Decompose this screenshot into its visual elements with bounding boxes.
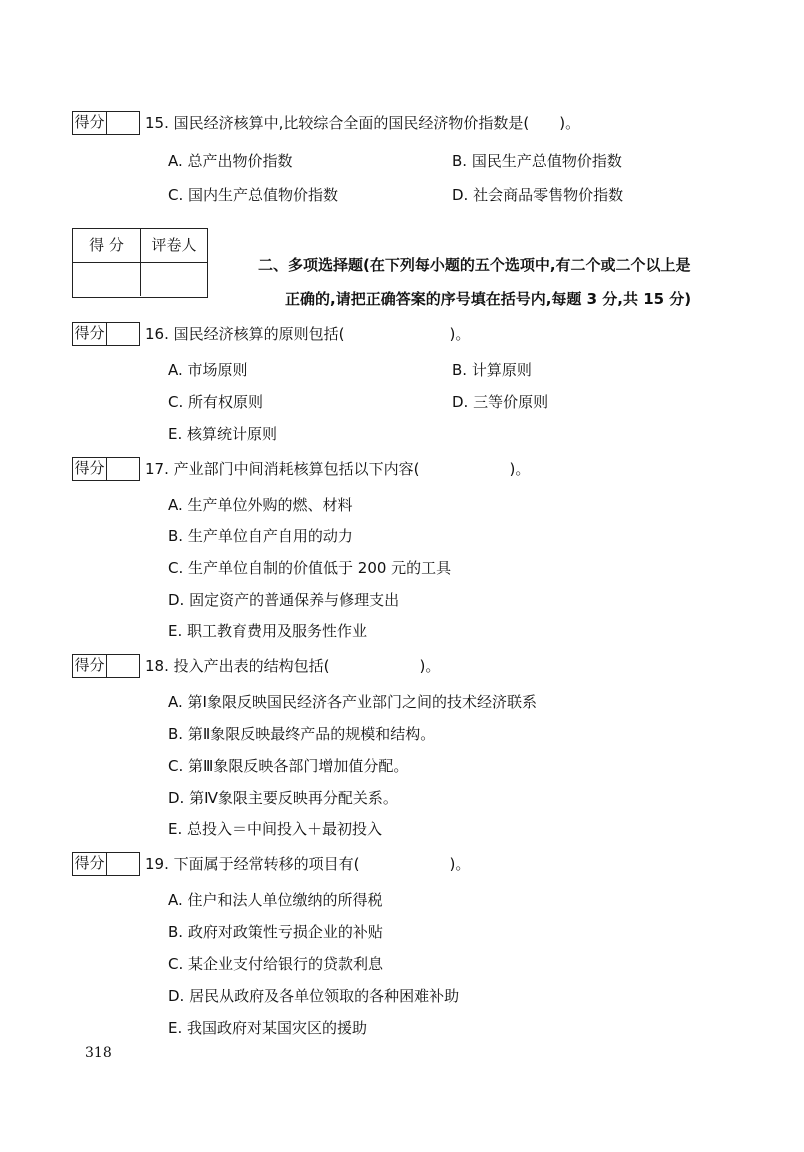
q18-option-a: A. 第Ⅰ象限反映国民经济各产业部门之间的技术经济联系 [168,693,537,711]
q19-option-c: C. 某企业支付给银行的贷款利息 [168,955,384,973]
question-19-stem: 19. 下面属于经常转移的项目有( )。 [145,855,471,873]
score-blank [107,112,139,134]
question-17-stem: 17. 产业部门中间消耗核算包括以下内容( )。 [145,460,531,478]
score-label: 得分 [73,458,107,480]
q17-option-d: D. 固定资产的普通保养与修理支出 [168,591,400,609]
q19-option-d: D. 居民从政府及各单位领取的各种困难补助 [168,987,460,1005]
question-16-stem: 16. 国民经济核算的原则包括( )。 [145,325,471,343]
score-blank [107,458,139,480]
q17-option-c: C. 生产单位自制的价值低于 200 元的工具 [168,559,452,577]
q16-option-d: D. 三等价原则 [452,393,549,411]
score-box-q18 [72,654,140,678]
question-18-stem: 18. 投入产出表的结构包括( )。 [145,657,441,675]
q18-option-c: C. 第Ⅲ象限反映各部门增加值分配。 [168,757,409,775]
score-blank [107,853,139,875]
q15-option-d: D. 社会商品零售物价指数 [452,186,624,204]
score-blank [107,655,139,677]
q16-option-e: E. 核算统计原则 [168,425,278,443]
q15-option-a: A. 总产出物价指数 [168,152,293,170]
section-2-title-line2: 正确的,请把正确答案的序号填在括号内,每题 3 分,共 15 分) [285,290,692,308]
score-box-q17 [72,457,140,481]
q19-option-a: A. 住户和法人单位缴纳的所得税 [168,891,383,909]
q17-option-e: E. 职工教育费用及服务性作业 [168,622,368,640]
score-box-q19 [72,852,140,876]
page-number: 318 [85,1045,112,1061]
q17-option-a: A. 生产单位外购的燃、材料 [168,496,353,514]
q18-option-d: D. 第Ⅳ象限主要反映再分配关系。 [168,789,398,807]
score-box-q15 [72,111,140,135]
score-blank [107,323,139,345]
q17-option-b: B. 生产单位自产自用的动力 [168,527,353,545]
q16-option-b: B. 计算原则 [452,361,532,379]
grader-table [72,228,208,298]
q19-option-b: B. 政府对政策性亏损企业的补贴 [168,923,383,941]
score-box-q16 [72,322,140,346]
q16-option-a: A. 市场原则 [168,361,248,379]
question-15-stem: 15. 国民经济核算中,比较综合全面的国民经济物价指数是( )。 [145,114,581,132]
grader-table-score-header: 得 分 [89,236,124,254]
grader-table-grader-header: 评卷人 [140,229,207,262]
q15-option-b: B. 国民生产总值物价指数 [452,152,622,170]
section-2-title-line1: 二、多项选择题(在下列每小题的五个选项中,有二个或二个以上是 [258,256,691,274]
score-label: 得分 [73,853,107,875]
q18-option-b: B. 第Ⅱ象限反映最终产品的规模和结构。 [168,725,436,743]
q18-option-e: E. 总投入＝中间投入＋最初投入 [168,820,383,838]
q19-option-e: E. 我国政府对某国灾区的援助 [168,1019,368,1037]
grader-table-grader-cell [140,263,207,296]
score-label: 得分 [73,655,107,677]
q15-option-c: C. 国内生产总值物价指数 [168,186,339,204]
score-label: 得分 [73,112,107,134]
grader-table-score-cell [73,263,140,296]
q16-option-c: C. 所有权原则 [168,393,264,411]
score-label: 得分 [73,323,107,345]
